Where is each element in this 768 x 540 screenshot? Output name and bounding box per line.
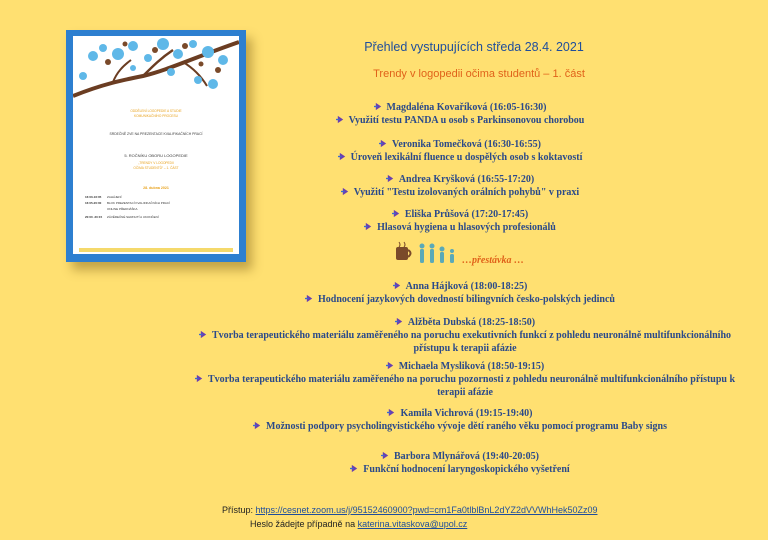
arrow-bullet-icon (336, 115, 345, 124)
arrow-bullet-icon (350, 464, 359, 473)
poster-row: 16:00-16:05 ZAHÁJENÍ (85, 195, 122, 199)
poster-footer-bar (79, 248, 233, 252)
arrow-bullet-icon (374, 102, 383, 111)
coffee-icon (396, 242, 411, 260)
poster-row: ONLINE PŘEDNÁŠKA (107, 207, 138, 211)
schedule-entry: Magdaléna Kovaříková (16:05-16:30) Využití testu PANDA u osob s Parkinsonovou chorobou (160, 101, 760, 127)
password-info (250, 519, 467, 529)
arrow-bullet-icon (395, 317, 404, 326)
schedule-entry: Veronika Tomečková (16:30-16:55) Úroveň lexikální fluence u dospělých osob s koktavostí (160, 138, 760, 164)
arrow-bullet-icon (338, 152, 347, 161)
arrow-bullet-icon (386, 361, 395, 370)
zoom-link[interactable]: https://cesnet.zoom.us/j/95152460900?pwd=cm1Fa0tlblBnL2dYZ2dVVWhHek50Zz09 (255, 505, 598, 515)
poster-date: 28. dubna 2021 (143, 186, 169, 190)
arrow-bullet-icon (381, 451, 390, 460)
poster-line: KOMUNIKAČNÍHO PROCESU (134, 114, 178, 118)
arrow-bullet-icon (379, 139, 388, 148)
arrow-bullet-icon (305, 294, 314, 303)
access-info (222, 505, 598, 515)
page-title: Přehled vystupujících středa 28.4. 2021 (364, 40, 584, 54)
people-icon (420, 244, 455, 264)
arrow-bullet-icon (341, 187, 350, 196)
schedule-entry: Alžběta Dubská (18:25-18:50) Tvorba terapeutického materiálu zaměřeného na poruchu exekutivních funkcí z pohledu neuronálně multifunkcionálního přístupu k terapii afázie (170, 316, 760, 355)
schedule-entry: Michaela Mysliková (18:50-19:15) Tvorba terapeutického materiálu zaměřeného na poruchu pozornosti z pohledu neuronálně multifunkcionálního přístupu k terapii afázie (170, 360, 760, 399)
schedule-entry: Barbora Mlynářová (19:40-20:05) Funkční hodnocení laryngoskopického vyšetření (160, 450, 760, 476)
access-label: Přístup: (222, 505, 254, 515)
arrow-bullet-icon (392, 209, 401, 218)
poster-line: OČIMA STUDENTŮ“ – 1. ČÁST (133, 166, 179, 170)
break-label: …přestávka … (462, 255, 524, 266)
arrow-bullet-icon (199, 330, 208, 339)
schedule-entry: Andrea Kryšková (16:55-17:20) Využití "Testu izolovaných orálních pohybů" v praxi (160, 173, 760, 199)
poster-line: ODDĚLENÍ LOGOPEDIE A STUDIE (130, 109, 182, 113)
arrow-bullet-icon (195, 374, 204, 383)
schedule-entry: Kamila Vichrová (19:15-19:40) Možnosti podpory psycholingvistického vývoje dětí raného věku pomocí programu Baby signs (160, 407, 760, 433)
arrow-bullet-icon (253, 421, 262, 430)
arrow-bullet-icon (387, 408, 396, 417)
arrow-bullet-icon (393, 281, 402, 290)
arrow-bullet-icon (386, 174, 395, 183)
poster-line: SRDEČNĚ ZVE NA PREZENTACE KVALIFIKAČNÍCH PRACÍ (109, 132, 203, 136)
poster-line: 5. ROČNÍKU OBORU LOGOPEDIE (124, 153, 188, 158)
schedule-entry: Anna Hájková (18:00-18:25) Hodnocení jazykových dovedností bilingvních česko-polských jedinců (160, 280, 760, 306)
arrow-bullet-icon (364, 222, 373, 231)
poster-row: 20:00 -20:15 ZÁVĚREČNÉ SHRNUTÍ A UKONČENÍ (85, 215, 159, 219)
poster-line: „TRENDY V LOGOPEDII (138, 161, 174, 165)
password-label: Heslo žádejte případně na (250, 519, 356, 529)
schedule-entry: Eliška Průšová (17:20-17:45) Hlasová hygiena u hlasových profesionálů (160, 208, 760, 234)
page-subtitle: Trendy v logopedii očima studentů – 1. část (373, 68, 585, 80)
poster-row: 16:05-20:00 BLOK PREZENTACÍ KVALIFIKAČNÍCH PRACÍ (85, 201, 170, 205)
email-link[interactable]: katerina.vitaskova@upol.cz (357, 519, 468, 529)
